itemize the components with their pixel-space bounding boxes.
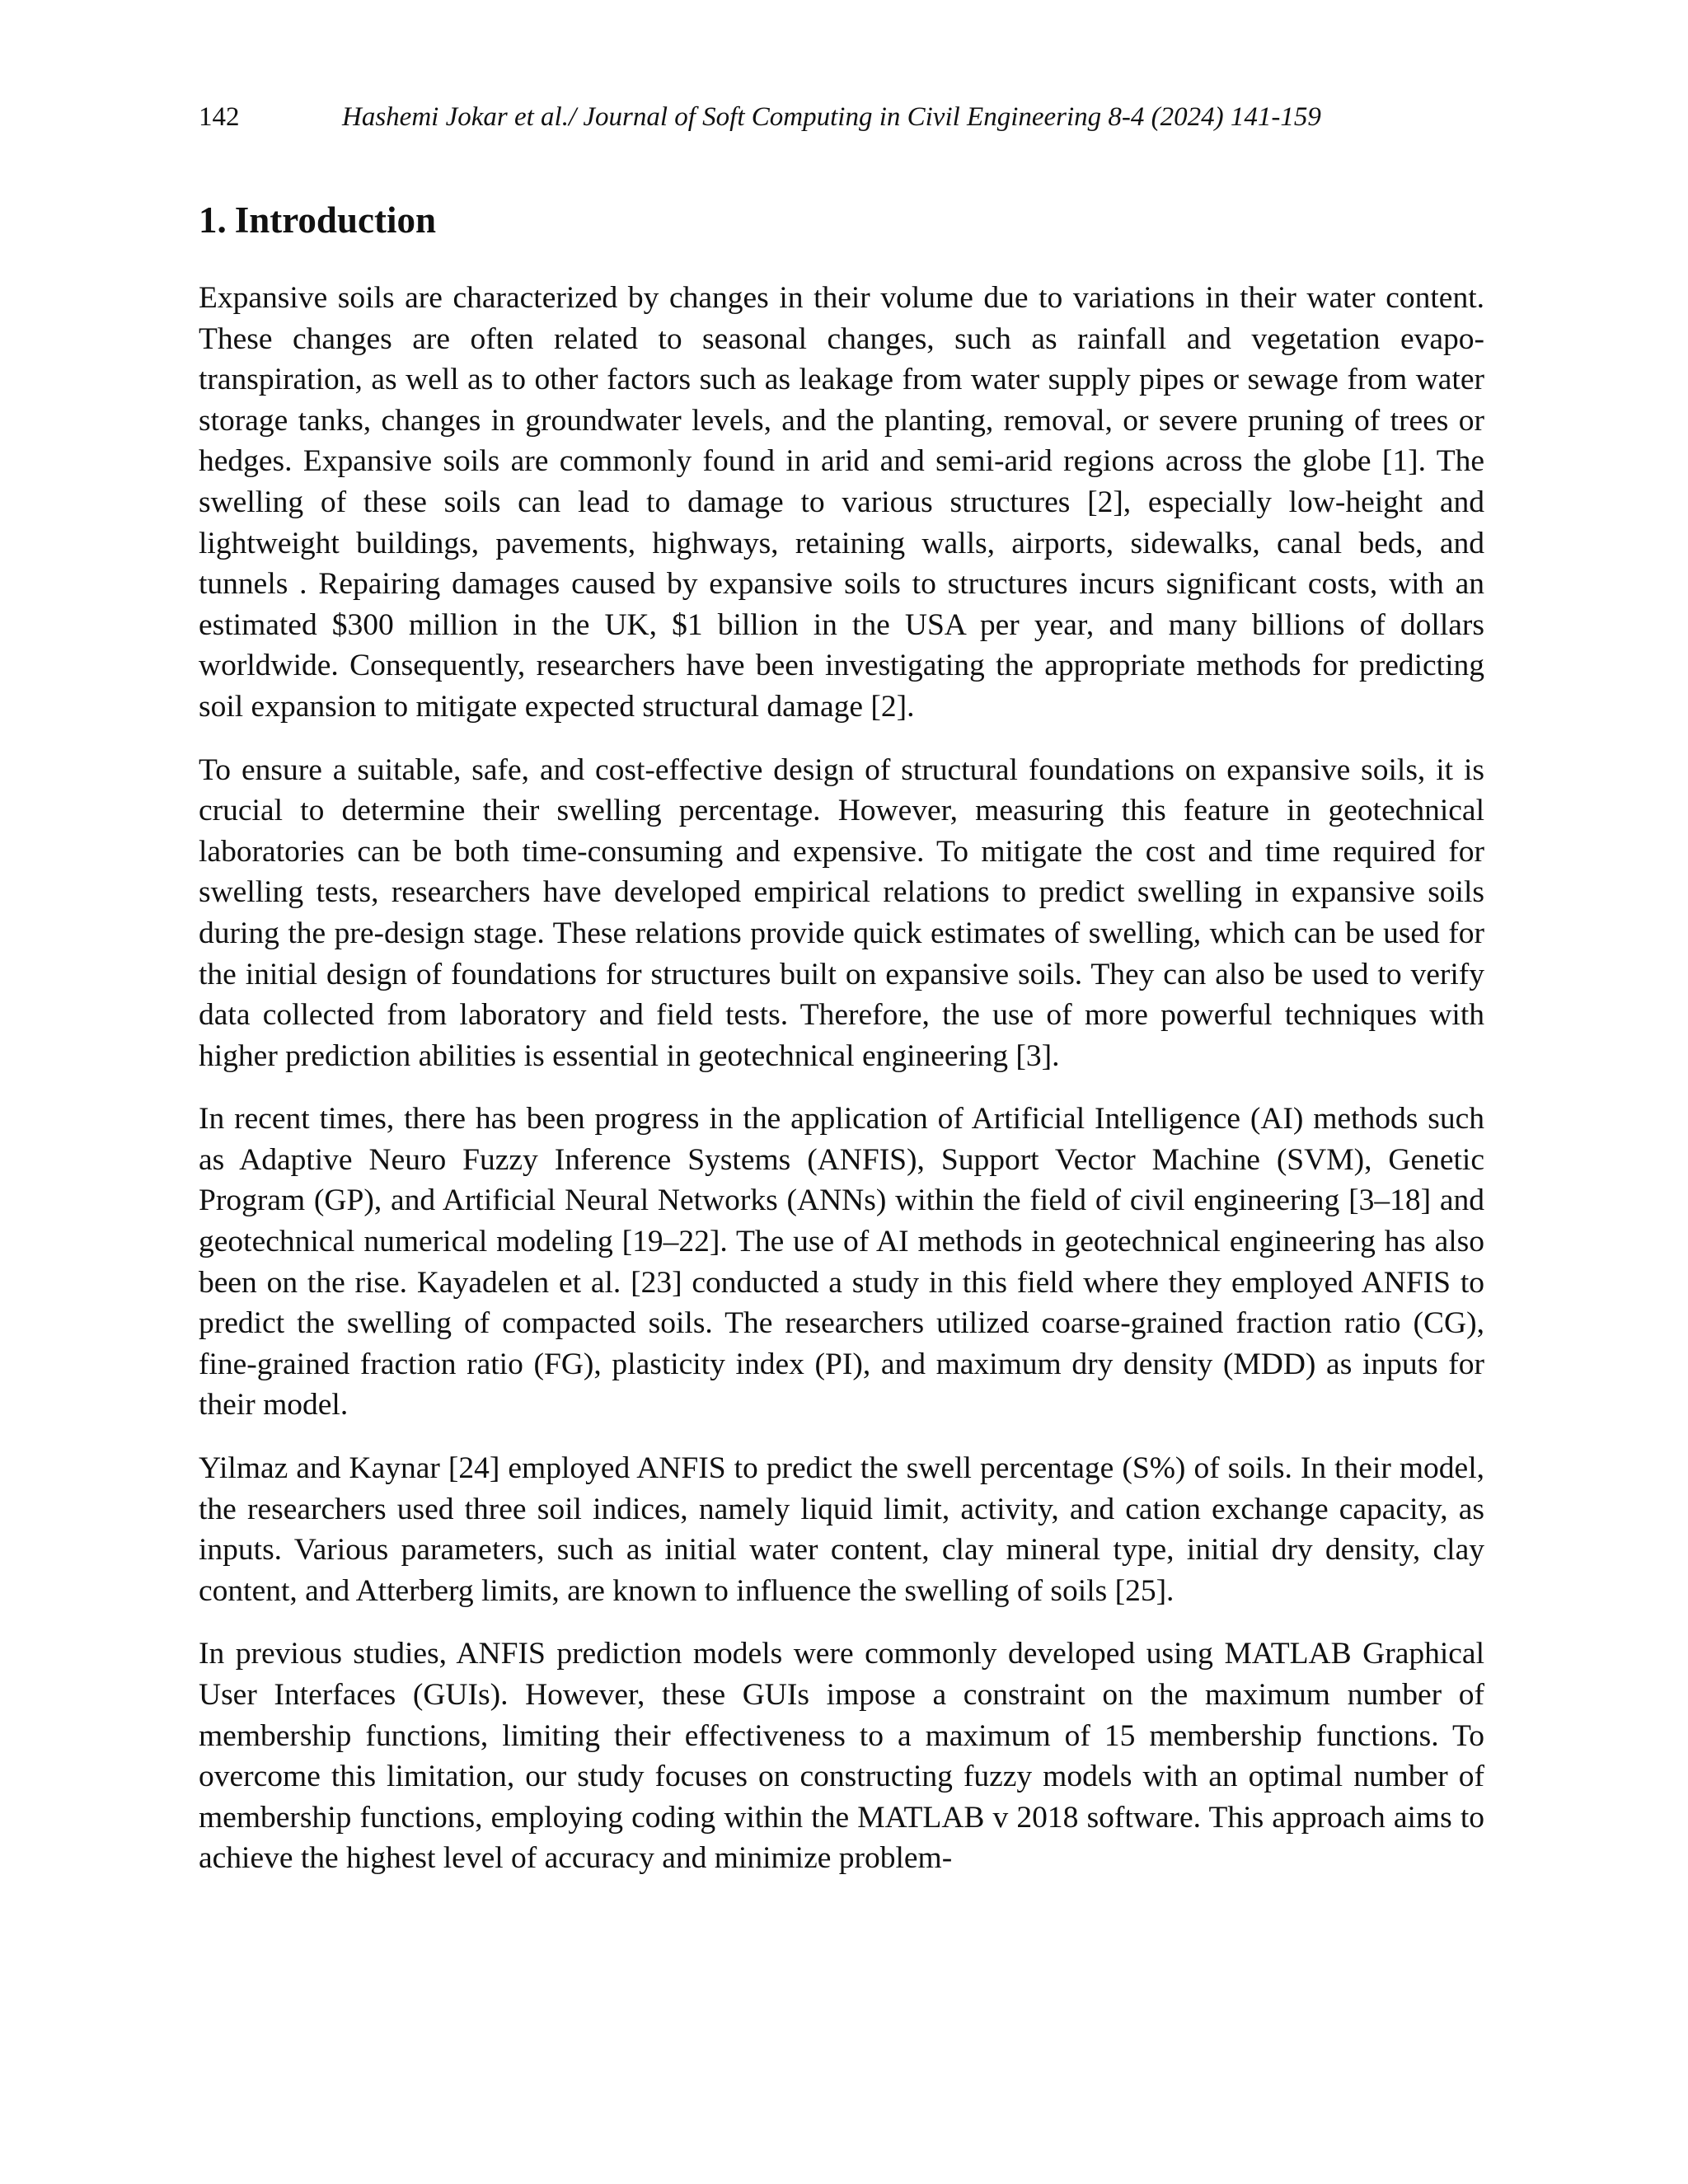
section-number: 1. xyxy=(199,199,227,241)
page-number: 142 xyxy=(199,102,240,132)
journal-citation: Hashemi Jokar et al./ Journal of Soft Computing in Civil Engineering 8-4 (2024) 141-159 xyxy=(342,102,1321,132)
paragraph-4: Yilmaz and Kaynar [24] employed ANFIS to predict the swell percentage (S%) of soils. In their model, the researchers used three soil indices, namely liquid limit, activity, and cation exchange capacity, as inputs. Various parameters, such as initial water content, clay mineral type, initial dry density, clay content, and Atterberg limits, are known to influence the swelling of soils [25]. xyxy=(199,1451,1484,1608)
section-title: Introduction xyxy=(234,199,436,241)
paragraph-5: In previous studies, ANFIS prediction models were commonly developed using MATLAB Graphical User Interfaces (GUIs). However, these GUIs impose a constraint on the maximum number of membership functions, limiting their effectiveness to a maximum of 15 membership functions. To overcome this limitation, our study focuses on constructing fuzzy models with an optimal number of membership functions, employing coding within the MATLAB v 2018 software. This approach aims to achieve the highest level of accuracy and minimize problem- xyxy=(199,1637,1484,1876)
paragraph-3: In recent times, there has been progress in the application of Artificial Intelligence (AI) methods such as Adaptive Neuro Fuzzy Inference Systems (ANFIS), Support Vector Machine (SVM), Genetic Program (GP), and Artificial Neural Networks (ANNs) within the field of civil engineering [3–18] and geotechnical numerical modeling [19–22]. The use of AI methods in geotechnical engineering has also been on the rise. Kayadelen et al. [23] conducted a study in this field where they employed ANFIS to predict the swelling of compacted soils. The researchers utilized coarse-grained fraction ratio (CG), fine-grained fraction ratio (FG), plasticity index (PI), and maximum dry density (MDD) as inputs for their model. xyxy=(199,1102,1484,1422)
section-heading xyxy=(199,194,436,246)
body-text xyxy=(199,278,1484,1901)
paragraph-2: To ensure a suitable, safe, and cost-effective design of structural foundations on expansive soils, it is crucial to determine their swelling percentage. However, measuring this feature in geotechnical laboratories can be both time-consuming and expensive. To mitigate the cost and time required for swelling tests, researchers have developed empirical relations to predict swelling in expansive soils during the pre-design stage. These relations provide quick estimates of swelling, which can be used for the initial design of foundations for structures built on expansive soils. They can also be used to verify data collected from laboratory and field tests. Therefore, the use of more powerful techniques with higher prediction abilities is essential in geotechnical engineering [3]. xyxy=(199,752,1484,1073)
paragraph-1: Expansive soils are characterized by changes in their volume due to variations in their water content. These changes are often related to seasonal changes, such as rainfall and vegetation evapo-transpiration, as well as to other factors such as leakage from water supply pipes or sewage from water storage tanks, changes in groundwater levels, and the planting, removal, or severe pruning of trees or hedges. Expansive soils are commonly found in arid and semi-arid regions across the globe [1]. The swelling of these soils can lead to damage to various structures [2], especially low-height and lightweight buildings, pavements, highways, retaining walls, airports, sidewalks, canal beds, and tunnels . Repairing damages caused by expansive soils to structures incurs significant costs, with an estimated $300 million in the UK, $1 billion in the USA per year, and many billions of dollars worldwide. Consequently, researchers have been investigating the appropriate methods for predicting soil expansion to mitigate expected structural damage [2]. xyxy=(199,281,1484,724)
